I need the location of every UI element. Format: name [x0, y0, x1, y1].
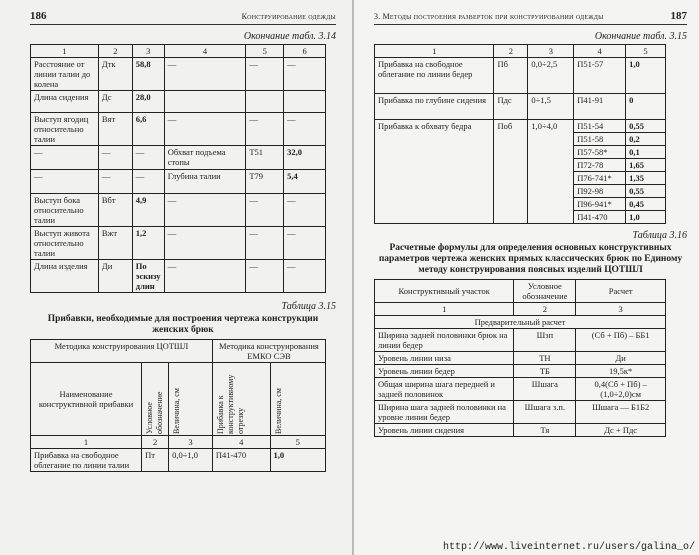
table-cell: (Сб + Пб) – ББ1	[576, 329, 666, 352]
group-header-cell: Методика конструирования ЦОТШЛ	[31, 340, 213, 363]
table-3-15-title: Прибавки, необходимые для построения чертежа конструкции женских брюк	[47, 314, 319, 335]
table-cell: П72-78	[574, 159, 626, 172]
header-cell-text: Величина, см	[273, 388, 283, 434]
table-row	[31, 58, 326, 91]
table-cell: Уровень линии бедер	[375, 365, 514, 378]
table-3-14-caption: Окончание табл. 3.14	[243, 31, 336, 42]
table-cell: 28,0	[132, 91, 164, 113]
table-cell: —	[246, 194, 284, 227]
table-cell: Расстояние от линии талии до колена	[31, 58, 99, 91]
table-3-15-caption: Таблица 3.15	[281, 301, 336, 312]
table-cell: —	[31, 170, 99, 194]
table-header-row	[31, 45, 326, 58]
table-cell: 1,0	[270, 449, 325, 472]
table-number-row	[375, 303, 666, 316]
table-cell: Дс + Пдс	[576, 424, 666, 437]
right-page	[352, 0, 699, 555]
table-cell: ТБ	[514, 365, 576, 378]
table-3-15-end-caption: Окончание табл. 3.15	[594, 31, 687, 42]
table-cell: П41-470	[574, 211, 626, 224]
table-cell: —	[284, 260, 326, 293]
table-cell: Пб	[494, 58, 528, 94]
table-row	[31, 170, 326, 194]
table-cell: 0÷1,5	[528, 94, 574, 120]
table-row	[31, 227, 326, 260]
table-cell: —	[164, 113, 246, 146]
table-cell: 58,8	[132, 58, 164, 91]
table-cell: Т51	[246, 146, 284, 170]
header-cell	[212, 363, 270, 436]
table-cell: Длина изделия	[31, 260, 99, 293]
table-cell: 0,1	[626, 146, 666, 159]
table-cell: —	[164, 58, 246, 91]
table-cell: —	[284, 227, 326, 260]
table-row	[375, 378, 666, 401]
table-cell: Дс	[98, 91, 132, 113]
table-cell: Прибавка на свободное облегание по линии бедер	[375, 58, 494, 94]
table-cell: 1,2	[132, 227, 164, 260]
table-number-row	[31, 436, 326, 449]
table-cell: Ди	[576, 352, 666, 365]
table-cell: Глубина талии	[164, 170, 246, 194]
table-cell: 1	[375, 303, 514, 316]
table-cell: 19,5к*	[576, 365, 666, 378]
right-running-title: 3. Методы построения разверток при конструировании одежды	[374, 12, 604, 21]
header-cell: 5	[626, 45, 666, 58]
table-cell: 5,4	[284, 170, 326, 194]
table-cell: П41-91	[574, 94, 626, 120]
table-cell: —	[98, 146, 132, 170]
table-cell: 1,0	[626, 211, 666, 224]
table-cell: Ширина шага задней половинки на уровне линии бедер	[375, 401, 514, 424]
table-cell: 6,6	[132, 113, 164, 146]
header-cell: 1	[375, 45, 494, 58]
table-cell: Ди	[98, 260, 132, 293]
header-cell-text: Величина, см	[172, 388, 182, 434]
table-row	[31, 194, 326, 227]
table-3-16-caption: Таблица 3.16	[632, 230, 687, 241]
table-row	[31, 146, 326, 170]
table-cell: 2	[142, 436, 169, 449]
header-cell: 3	[132, 45, 164, 58]
table-cell: Шшага — Б1Б2	[576, 401, 666, 424]
table-cell: —	[284, 194, 326, 227]
header-cell: 2	[494, 45, 528, 58]
table-cell: 5	[270, 436, 325, 449]
table-header-row	[375, 280, 666, 303]
table-cell	[284, 91, 326, 113]
table-row	[375, 365, 666, 378]
table-cell: П76-741*	[574, 172, 626, 185]
table-cell: Обхват подъема стопы	[164, 146, 246, 170]
table-cell: Выступ ягодиц относительно талии	[31, 113, 99, 146]
table-cell: —	[164, 194, 246, 227]
table-cell: 3	[169, 436, 213, 449]
table-cell: —	[246, 113, 284, 146]
table-row	[31, 91, 326, 113]
table-cell: П51-58	[574, 133, 626, 146]
header-cell: 4	[164, 45, 246, 58]
header-cell: 1	[31, 45, 99, 58]
table-cell: Шзп	[514, 329, 576, 352]
table-3-15-end	[374, 44, 666, 224]
right-running-head	[374, 10, 687, 25]
table-row	[375, 352, 666, 365]
table-cell: П51-54	[574, 120, 626, 133]
header-cell-text: Прибавка к конструктивному отрезку	[215, 374, 245, 434]
table-cell	[246, 91, 284, 113]
left-page-number: 186	[30, 10, 47, 22]
group-header-cell: Методика конструирования ЕМКО СЭВ	[212, 340, 325, 363]
table-3-15	[30, 339, 326, 472]
table-cell: Выступ бока относительно талии	[31, 194, 99, 227]
header-cell: Расчет	[576, 280, 666, 303]
table-cell: 1,0÷4,0	[528, 120, 574, 224]
table-cell: —	[246, 260, 284, 293]
table-row	[31, 449, 326, 472]
table-cell: 0,0÷1,0	[169, 449, 213, 472]
table-cell: —	[246, 227, 284, 260]
table-cell: Вжт	[98, 227, 132, 260]
table-cell: —	[98, 170, 132, 194]
table-cell: —	[31, 146, 99, 170]
table-cell: 1	[31, 436, 142, 449]
table-header-row	[31, 363, 326, 436]
header-cell: 3	[528, 45, 574, 58]
table-cell: Общая ширина шага передней и задней половинок	[375, 378, 514, 401]
table-cell: ТН	[514, 352, 576, 365]
header-cell	[270, 363, 325, 436]
header-cell	[169, 363, 213, 436]
table-cell: П92-98	[574, 185, 626, 198]
header-cell: 2	[98, 45, 132, 58]
table-cell: Поб	[494, 120, 528, 224]
header-cell: 4	[574, 45, 626, 58]
table-cell: 3	[576, 303, 666, 316]
header-cell: Условное обозначение	[514, 280, 576, 303]
table-row	[31, 260, 326, 293]
table-3-16	[374, 279, 666, 437]
table-row	[375, 329, 666, 352]
table-3-16-title: Расчетные формулы для определения основных конструктивных параметров чертежа женских прямых классических брюк по Единому методу конструирования поясных изделий ЦОТШЛ	[378, 243, 683, 275]
table-cell: Т79	[246, 170, 284, 194]
header-cell-text: Условное обозначение	[145, 391, 165, 434]
table-cell: 0,55	[626, 185, 666, 198]
source-url-watermark: http://www.liveinternet.ru/users/galina_o/	[442, 542, 695, 553]
header-cell: 5	[246, 45, 284, 58]
table-cell	[164, 91, 246, 113]
table-cell: Длина сидения	[31, 91, 99, 113]
table-cell: 4	[212, 436, 270, 449]
table-cell: Шшага	[514, 378, 576, 401]
table-cell: П41-470	[212, 449, 270, 472]
table-cell: 1,35	[626, 172, 666, 185]
table-cell: П96-941*	[574, 198, 626, 211]
table-cell: Пт	[142, 449, 169, 472]
section-cell: Предварительный расчет	[375, 316, 666, 329]
table-cell: —	[164, 260, 246, 293]
table-cell: —	[284, 113, 326, 146]
table-cell: —	[132, 146, 164, 170]
table-cell: 1,0	[626, 58, 666, 94]
table-3-14	[30, 44, 326, 293]
table-row	[375, 58, 666, 94]
table-cell: Прибавка к обхвату бедра	[375, 120, 494, 224]
table-cell: Дтк	[98, 58, 132, 91]
table-cell: Пдс	[494, 94, 528, 120]
table-cell: 4,9	[132, 194, 164, 227]
left-running-head	[30, 10, 336, 25]
table-cell: Выступ живота относительно талии	[31, 227, 99, 260]
table-cell: —	[284, 58, 326, 91]
table-cell: Шшага з.п.	[514, 401, 576, 424]
table-cell: —	[164, 227, 246, 260]
table-cell: Вят	[98, 113, 132, 146]
table-cell: Тя	[514, 424, 576, 437]
table-row	[31, 113, 326, 146]
table-cell: —	[132, 170, 164, 194]
table-cell: 0,4(Сб + Пб) – (1,0÷2,0)см	[576, 378, 666, 401]
table-cell: Уровень линии сидения	[375, 424, 514, 437]
header-cell: Конструктивный участок	[375, 280, 514, 303]
table-cell: Вбт	[98, 194, 132, 227]
table-cell: П57-58*	[574, 146, 626, 159]
table-cell: Прибавка на свободное облегание по линии талии	[31, 449, 142, 472]
table-header-row	[375, 45, 666, 58]
table-row	[375, 401, 666, 424]
table-cell: Ширина задней половинки брюк на линии бедер	[375, 329, 514, 352]
table-cell: Уровень линии низа	[375, 352, 514, 365]
table-cell: 0,45	[626, 198, 666, 211]
table-cell: 0	[626, 94, 666, 120]
header-cell: Наименование конструктивной прибавки	[31, 363, 142, 436]
table-cell: 0,55	[626, 120, 666, 133]
table-row	[375, 94, 666, 120]
table-cell: 32,0	[284, 146, 326, 170]
table-cell: 0,2	[626, 133, 666, 146]
table-cell: 2	[514, 303, 576, 316]
right-page-number: 187	[670, 10, 687, 22]
table-cell: —	[246, 58, 284, 91]
left-running-title: Конструирование одежды	[241, 12, 336, 21]
table-cell: 1,65	[626, 159, 666, 172]
table-cell: По эскизу длин	[132, 260, 164, 293]
table-row	[375, 424, 666, 437]
table-cell: Прибавка по глубине сидения	[375, 94, 494, 120]
header-cell: 6	[284, 45, 326, 58]
table-section-row	[375, 316, 666, 329]
table-row	[375, 120, 666, 133]
header-cell	[142, 363, 169, 436]
table-cell: П51-57	[574, 58, 626, 94]
table-group-header-row	[31, 340, 326, 363]
table-cell: 0,0÷2,5	[528, 58, 574, 94]
